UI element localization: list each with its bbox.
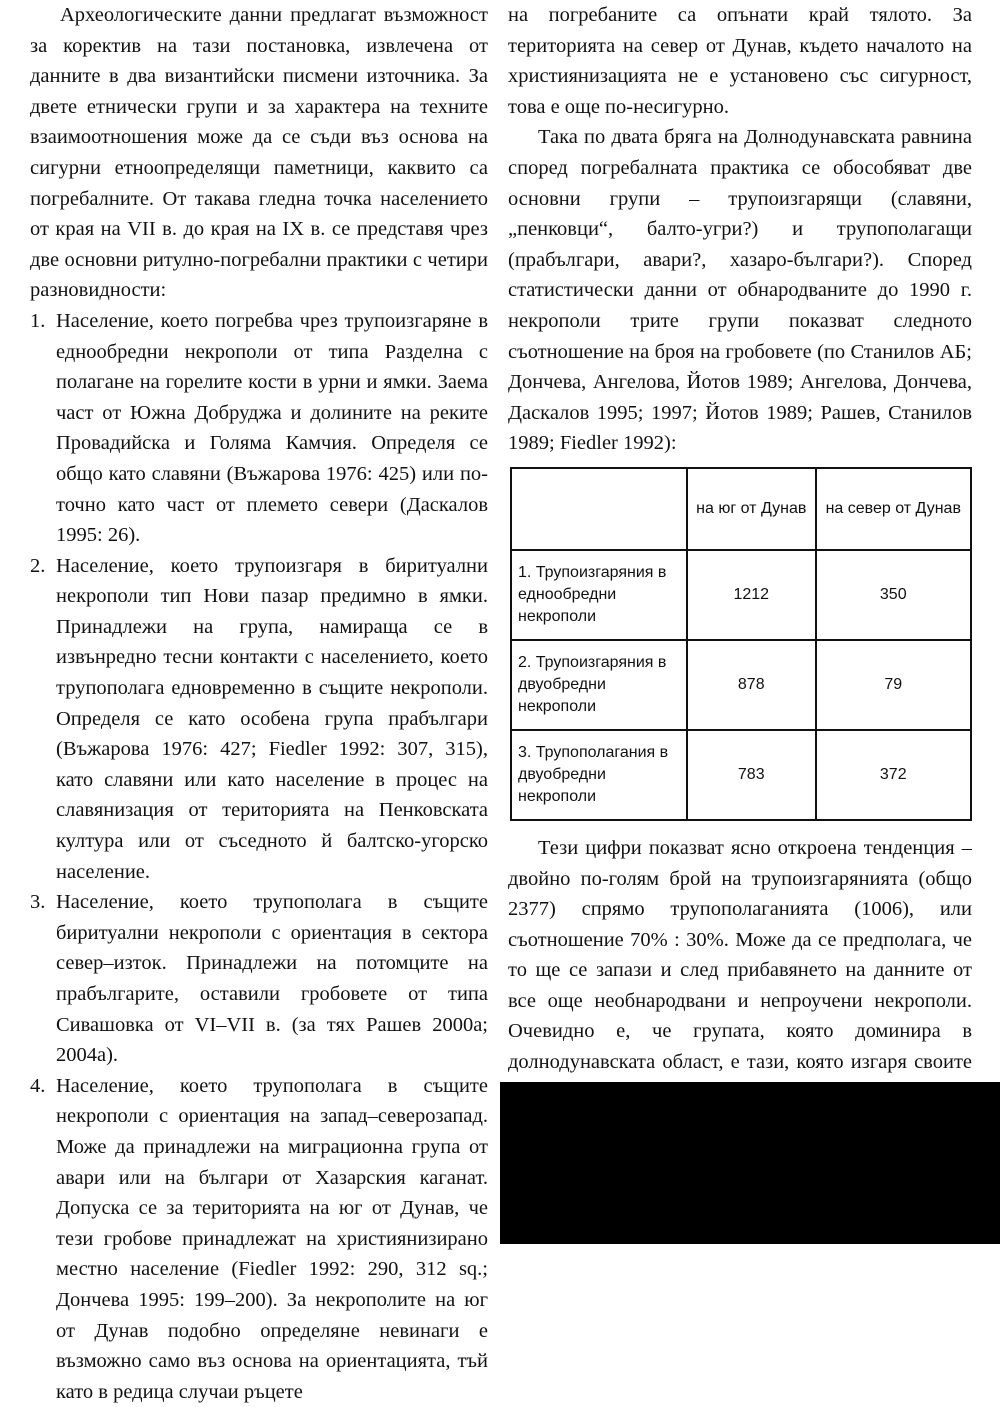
list-item-number: 1. (30, 309, 46, 332)
table-row-label: 2. Трупоизгаряния в двуобредни некрополи (511, 640, 687, 730)
table-header-south: на юг от Дунав (687, 468, 816, 550)
table-row (511, 550, 971, 640)
population-list (30, 306, 488, 1407)
left-column (30, 0, 488, 1407)
table-row-label: 1. Трупоизгаряния в еднообредни некрополи (511, 550, 687, 640)
table-header-row (511, 468, 971, 550)
conclusion-paragraph: Тези цифри показват ясно откроена тенденция – двойно по-голям брой на трупоизгарянията (общо 2377) спрямо трупополаганията (1006), или съотношение 70% : 30%. Може да се предполага, че то ще се запази и след прибавянето на данните от все още необнародвани и непроучени некрополи. Очевидно е, че групата, която доминира в долнодунавската област, е тази, която изгаря своите (508, 836, 972, 1074)
table-cell-south: 878 (687, 640, 816, 730)
list-item (30, 306, 488, 551)
table-cell-north: 350 (816, 550, 971, 640)
table-header-north: на север от Дунав (816, 468, 971, 550)
right-column (508, 0, 972, 1200)
list-item (30, 551, 488, 888)
list-item-number: 2. (30, 554, 46, 577)
burial-statistics-table (510, 467, 972, 821)
table-cell-south: 783 (687, 730, 816, 820)
list-item-text: Население, което трупополага в същите биритуални некрополи с ориентация в сектора север–изток. Принадлежи на потомците на прабългарите, оставили гробовете от типа Сивашовка от VI–VII в. (за тях Рашев 2000а; 2004а). (56, 891, 488, 1067)
list-item-text: Население, което погребва чрез трупоизгаряне в еднообредни некрополи от типа Разделна с полагане на горелите кости в урни и ямки. Заема част от Южна Добруджа и долините на реките Провадийска и Голяма Камчия. Определя се общо като славяни (Въжарова 1976: 425) или по-точно като част от племето севери (Даскалов 1995: 26). (56, 309, 488, 547)
list-item (30, 1071, 488, 1407)
table-row (511, 730, 971, 820)
list-item-text: Население, което трупополага в същите некрополи с ориентация на запад–северозапад. Може да принадлежи на миграционна група от авари или на българи от Хазарския каганат. Допуска се за територията на юг от Дунав, че тези гробове принадлежат на християнизирано местно население (Fiedler 1992: 290, 312 sq.; Дончева 1995: 199–200). За некрополите на юг от Дунав подобно определяне невинаги е възможно само въз основа на ориентацията, тъй като в редица случаи ръцете (56, 1074, 488, 1403)
intro-paragraph: Археологическите данни предлагат възможност за коректив на тази постановка, извлечена от данните в два византийски писмени източника. За двете етнически групи и за характера на техните взаимоотношения може да се съди въз основа на сигурни етноопределящи паметници, каквито са погребалните. От такава гледна точка населението от края на VII в. до края на IX в. се представя чрез две основни ритулно-погребални практики с четири разновидности: (30, 4, 488, 302)
table-header-corner (511, 468, 687, 550)
list-item-number: 4. (30, 1074, 46, 1097)
list-item-text: Население, което трупоизгаря в биритуални некрополи тип Нови пазар предимно в ямки. Принадлежи на група, намираща се в извънредно тесни контакти с населението, което трупополага едновременно в същите некрополи. Определя се като особена група прабългари (Въжарова 1976: 427; Fiedler 1992: 307, 315), като славяни или като население в процес на славянизация от територията на Пенковската култура или от съседното й балтско-угорско население. (56, 554, 488, 883)
list-item (30, 887, 488, 1071)
table-cell-north: 372 (816, 730, 971, 820)
table-row (511, 640, 971, 730)
statistics-paragraph: Така по двата бряга на Долнодунавската равнина според погребалната практика се обособяват две основни групи – трупоизгарящи (славяни, „пенковци“, балто-угри?) и трупополагащи (прабългари, авари?, хазаро-българи?). Според статистически данни от обнародваните до 1990 г. некрополи трите групи показват следното съотношение на броя на гробовете (по Станилов АБ; Дончева, Ангелова, Йотов 1989; Ангелова, Дончева, Даскалов 1995; 1997; Йотов 1989; Рашев, Станилов 1989; Fiedler 1992): (508, 126, 972, 455)
table-cell-south: 1212 (687, 550, 816, 640)
continuation-paragraph: на погребаните са опънати край тялото. За територията на север от Дунав, където началото на християнизацията не е установено със сигурност, това е още по-несигурно. (508, 4, 972, 118)
table-cell-north: 79 (816, 640, 971, 730)
table-row-label: 3. Трупополагания в двуобредни некрополи (511, 730, 687, 820)
list-item-number: 3. (30, 891, 46, 914)
black-redaction-block (500, 1082, 1000, 1244)
